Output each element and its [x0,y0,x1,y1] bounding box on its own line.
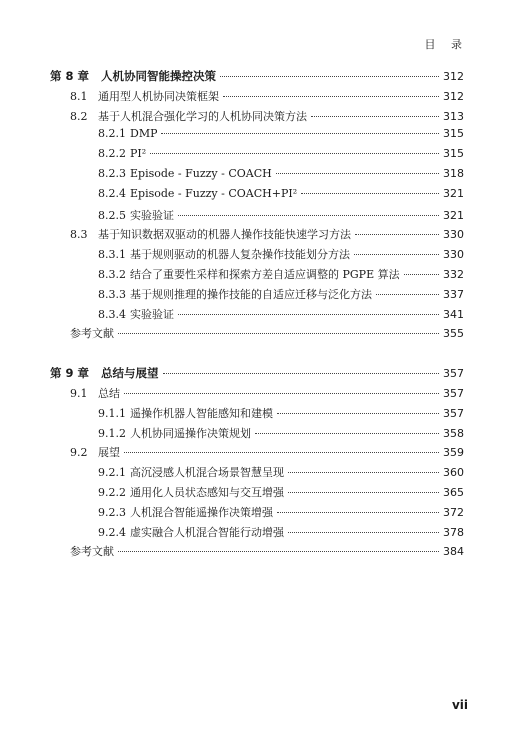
toc-entry-title: 结合了重要性采样和探索方差自适应调整的 PGPE 算法 [130,267,400,281]
toc-entry-title: PI² [130,147,147,161]
toc-entry-page: 365 [443,485,464,499]
toc-entry-number: 9.1.1 [98,406,126,420]
toc-entry-page: 358 [443,426,464,440]
dot-leader [223,96,439,97]
toc-section-entry[interactable] [50,543,464,563]
toc-entry-page: 384 [443,545,464,559]
toc-entry-page: 337 [443,287,464,301]
toc-section-entry[interactable] [50,385,464,405]
toc-entry-number: 8.3.2 [98,267,126,281]
toc-subsection-entry[interactable] [50,167,464,187]
toc-entry-title: 通用型人机协同决策框架 [98,89,219,103]
dot-leader [255,433,439,434]
toc-entry-number: 8.2.3 [98,166,126,180]
toc-subsection-entry[interactable] [50,484,464,504]
toc-entry-title: 基于规则推理的操作技能的自适应迁移与泛化方法 [130,287,372,301]
dot-leader [277,413,439,414]
toc-entry-page: 315 [443,147,464,161]
toc-subsection-entry[interactable] [50,524,464,544]
toc-entry-number: 9.2.2 [98,485,126,499]
toc-entry-title: 虚实融合人机混合智能行动增强 [130,525,284,539]
dot-leader [288,472,439,473]
toc-subsection-entry[interactable] [50,266,464,286]
toc-entry-title: 参考文献 [70,545,114,559]
toc-section-entry[interactable] [50,226,464,246]
toc-entry-title: 展望 [98,446,120,460]
dot-leader [150,153,439,154]
toc-entry-title: 实验验证 [130,208,174,222]
toc-section-entry[interactable] [50,108,464,128]
toc-entry-number: 第 8 章 [50,69,90,83]
toc-subsection-entry[interactable] [50,504,464,524]
toc-entry-number: 8.2.2 [98,147,126,161]
toc-entry-number: 9.2 [70,446,88,460]
toc-chapter-entry[interactable] [50,365,464,385]
toc-subsection-entry[interactable] [50,405,464,425]
toc-subsection-entry[interactable] [50,286,464,306]
page-folio: vii [451,698,468,712]
toc-entry-title: Episode - Fuzzy - COACH [130,166,272,180]
toc-subsection-entry[interactable] [50,127,464,147]
toc-entry-number: 8.2.4 [98,186,126,200]
toc-entry-number: 8.3.3 [98,287,126,301]
running-header: 目 录 [424,38,468,51]
dot-leader [163,373,439,374]
dot-leader [376,294,439,295]
toc-entry-page: 315 [443,127,464,141]
toc-entry-page: 355 [443,327,464,341]
toc-entry-number: 9.2.4 [98,525,126,539]
dot-leader [118,551,439,552]
toc-subsection-entry[interactable] [50,306,464,326]
toc-entry-page: 313 [443,109,464,123]
toc-entry-number: 9.2.1 [98,466,126,480]
toc-entry-title: 实验验证 [130,307,174,321]
toc-entry-page: 312 [443,70,464,83]
toc-entry-title: 人机协同智能操控决策 [101,69,217,83]
dot-leader [124,452,439,453]
toc-entry-title: 基于人机混合强化学习的人机协同决策方法 [98,109,307,123]
toc-entry-page: 330 [443,228,464,242]
toc-entry-title: 基于知识数据双驱动的机器人操作技能快速学习方法 [98,228,351,242]
toc-entry-page: 378 [443,525,464,539]
toc-entry-number: 8.3.4 [98,307,126,321]
dot-leader [288,492,439,493]
toc-section-entry[interactable] [50,444,464,464]
toc-entry-page: 321 [443,208,464,222]
toc-chapter-entry[interactable] [50,68,464,88]
toc-entry-title: 高沉浸感人机混合场景智慧呈现 [130,466,284,480]
toc-entry-title: 人机协同遥操作决策规划 [130,426,251,440]
dot-leader [161,133,439,134]
toc-entry-page: 357 [443,386,464,400]
toc-entry-title: 遥操作机器人智能感知和建模 [130,406,273,420]
toc-entry-page: 330 [443,248,464,262]
toc-entry-number: 9.1.2 [98,426,126,440]
toc-subsection-entry[interactable] [50,187,464,207]
dot-leader [404,274,439,275]
dot-leader [178,215,439,216]
toc-entry-title: 基于规则驱动的机器人复杂操作技能划分方法 [130,248,350,262]
dot-leader [178,314,439,315]
dot-leader [220,76,439,77]
toc-entry-number: 8.2.1 [98,127,126,141]
toc-entry-title: 通用化人员状态感知与交互增强 [130,485,284,499]
toc-entry-number: 8.3.1 [98,248,126,262]
toc-entry-title: 人机混合智能遥操作决策增强 [130,505,273,519]
dot-leader [301,193,439,194]
dot-leader [354,254,439,255]
table-of-contents [50,68,464,563]
toc-entry-page: 359 [443,446,464,460]
toc-entry-number: 9.2.3 [98,505,126,519]
toc-entry-number: 8.1 [70,89,88,103]
toc-entry-number: 8.2 [70,109,88,123]
toc-section-entry[interactable] [50,88,464,108]
toc-entry-title: 参考文献 [70,327,114,341]
toc-entry-page: 360 [443,466,464,480]
toc-entry-number: 8.2.5 [98,208,126,222]
toc-entry-page: 372 [443,505,464,519]
section-gap [50,345,464,365]
toc-entry-page: 357 [443,367,464,381]
toc-entry-title: DMP [130,127,158,141]
toc-entry-number: 8.3 [70,228,88,242]
dot-leader [118,333,439,334]
dot-leader [277,512,439,513]
dot-leader [276,173,439,174]
toc-subsection-entry[interactable] [50,425,464,445]
dot-leader [288,532,439,533]
toc-section-entry[interactable] [50,325,464,345]
toc-subsection-entry[interactable] [50,147,464,167]
toc-entry-page: 321 [443,186,464,200]
toc-entry-number: 第 9 章 [50,366,90,381]
toc-entry-title: 总结 [98,386,120,400]
dot-leader [355,234,439,235]
dot-leader [124,393,439,394]
toc-entry-page: 312 [443,89,464,103]
toc-subsection-entry[interactable] [50,246,464,266]
toc-entry-title: 总结与展望 [101,366,159,381]
toc-entry-title: Episode - Fuzzy - COACH+PI² [130,186,298,200]
toc-entry-page: 357 [443,406,464,420]
toc-subsection-entry[interactable] [50,207,464,227]
dot-leader [311,116,439,117]
toc-subsection-entry[interactable] [50,464,464,484]
toc-entry-page: 341 [443,307,464,321]
toc-entry-number: 9.1 [70,386,88,400]
toc-entry-page: 332 [443,267,464,281]
toc-entry-page: 318 [443,166,464,180]
